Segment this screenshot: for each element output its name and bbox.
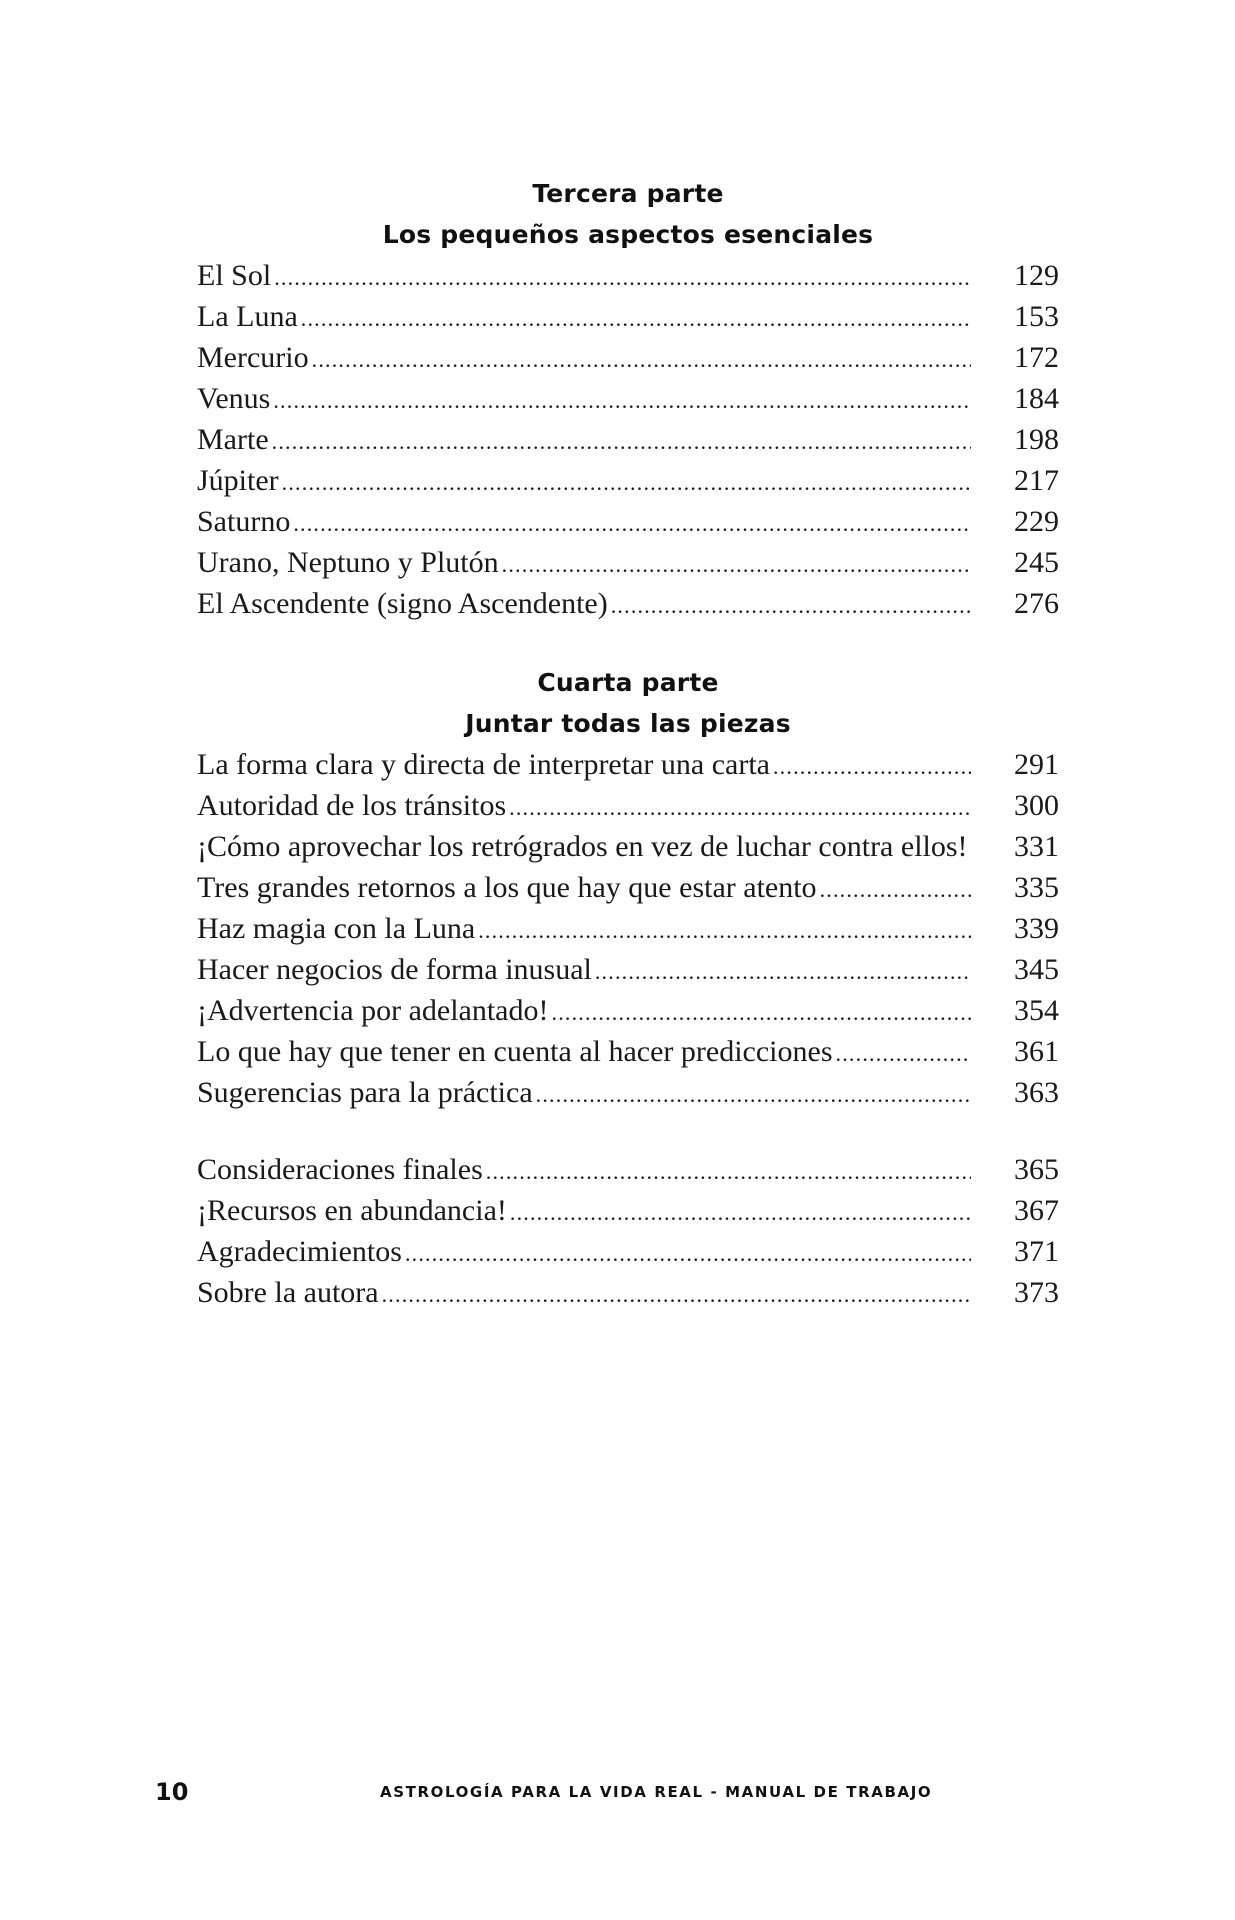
toc-entry-title: Sugerencias para la práctica [197, 1076, 533, 1109]
toc-entry-page: 363 [1014, 1076, 1059, 1109]
toc-entry-page: 361 [1014, 1035, 1059, 1068]
page-number: 10 [155, 1778, 189, 1806]
toc-entry [197, 1149, 1059, 1190]
toc-entry-page: 354 [1014, 994, 1059, 1027]
toc-entry-title: Consideraciones finales [197, 1153, 483, 1186]
toc-entry-title: Saturno [197, 505, 291, 538]
toc-entry-page: 129 [1014, 259, 1059, 292]
toc-list [197, 255, 1059, 624]
toc-entry-page: 198 [1014, 423, 1059, 456]
page-footer [0, 1772, 1235, 1812]
toc-entry-title: Autoridad de los tránsitos [197, 789, 507, 822]
dot-leader [272, 421, 971, 462]
toc-section-back-matter [197, 1149, 1059, 1313]
toc-entry [197, 908, 1059, 949]
dot-leader [293, 503, 971, 544]
toc-entry-title: Júpiter [197, 464, 279, 497]
toc-entry-title: El Sol [197, 259, 272, 292]
toc-entry-title: ¡Advertencia por adelantado! [197, 994, 549, 1027]
toc-entry-title: La forma clara y directa de interpretar una carta [197, 748, 770, 781]
toc-entry-title: Sobre la autora [197, 1276, 379, 1309]
toc-entry [197, 990, 1059, 1031]
section-heading: Cuarta parte [537, 668, 719, 697]
toc-entry-title: Mercurio [197, 341, 309, 374]
toc-list [197, 1149, 1059, 1313]
toc-entry [197, 296, 1059, 337]
dot-leader [552, 992, 972, 1033]
toc-list [197, 744, 1059, 1113]
toc-entry [197, 542, 1059, 583]
toc-entry [197, 583, 1059, 624]
toc-entry-page: 371 [1014, 1235, 1059, 1268]
toc-entry [197, 255, 1059, 296]
dot-leader [274, 257, 971, 298]
toc-entry [197, 460, 1059, 501]
toc-entry [197, 1072, 1059, 1113]
section-subheading: Juntar todas las piezas [465, 709, 791, 738]
toc-entry-page: 345 [1014, 953, 1059, 986]
dot-leader [536, 1074, 971, 1115]
dot-leader [312, 339, 971, 380]
toc-entry-page: 276 [1014, 587, 1059, 620]
toc-entry [197, 744, 1059, 785]
toc-entry [197, 378, 1059, 419]
section-subheading: Los pequeños aspectos esenciales [382, 220, 874, 249]
dot-leader [836, 1033, 971, 1074]
dot-leader [382, 1274, 971, 1315]
toc-entry-title: Hacer negocios de forma inusual [197, 953, 592, 986]
toc-entry-page: 245 [1014, 546, 1059, 579]
toc-entry [197, 826, 1059, 867]
dot-leader [820, 869, 971, 910]
dot-leader [509, 787, 971, 828]
toc-entry-page: 153 [1014, 300, 1059, 333]
toc-entry-title: Venus [197, 382, 271, 415]
dot-leader [611, 585, 971, 626]
toc-entry-page: 300 [1014, 789, 1059, 822]
toc-entry-page: 184 [1014, 382, 1059, 415]
toc-entry-page: 373 [1014, 1276, 1059, 1309]
dot-leader [301, 298, 971, 339]
dot-leader [502, 544, 971, 585]
toc-entry-title: Urano, Neptuno y Plutón [197, 546, 499, 579]
dot-leader [405, 1233, 971, 1274]
toc-entry [197, 337, 1059, 378]
toc-entry-title: Marte [197, 423, 269, 456]
toc-entry-page: 335 [1014, 871, 1059, 904]
section-heading: Tercera parte [532, 179, 724, 208]
toc-entry [197, 501, 1059, 542]
toc-entry-page: 339 [1014, 912, 1059, 945]
toc-section-cuarta-parte [197, 662, 1059, 1113]
dot-leader [595, 951, 971, 992]
dot-leader [486, 1151, 971, 1192]
toc-entry [197, 1272, 1059, 1313]
toc-entry [197, 1190, 1059, 1231]
toc-entry-title: Agradecimientos [197, 1235, 402, 1268]
toc-entry [197, 867, 1059, 908]
dot-leader [510, 1192, 971, 1233]
running-title: ASTROLOGÍA PARA LA VIDA REAL - MANUAL DE TRABAJO [380, 1783, 933, 1801]
toc-section-tercera-parte [197, 173, 1059, 624]
dot-leader [773, 746, 971, 787]
toc-entry-page: 217 [1014, 464, 1059, 497]
toc-entry [197, 419, 1059, 460]
dot-leader [273, 380, 971, 421]
toc-entry-title: Haz magia con la Luna [197, 912, 476, 945]
toc-entry-title: La Luna [197, 300, 298, 333]
toc-entry [197, 949, 1059, 990]
toc-entry-title: ¡Recursos en abundancia! [197, 1194, 507, 1227]
toc-entry-page: 367 [1014, 1194, 1059, 1227]
toc-entry-title: El Ascendente (signo Ascendente) [197, 587, 608, 620]
toc-entry-page: 291 [1014, 748, 1059, 781]
toc-entry [197, 785, 1059, 826]
toc-entry-title: Tres grandes retornos a los que hay que estar atento [197, 871, 817, 904]
toc-entry-page: 331 [1014, 830, 1059, 863]
toc-entry-title: ¡Cómo aprovechar los retrógrados en vez de luchar contra ellos! [197, 830, 968, 863]
toc-entry [197, 1031, 1059, 1072]
toc-entry-page: 172 [1014, 341, 1059, 374]
toc-entry-page: 365 [1014, 1153, 1059, 1186]
dot-leader [282, 462, 971, 503]
toc-entry-title: Lo que hay que tener en cuenta al hacer predicciones [197, 1035, 833, 1068]
toc-entry [197, 1231, 1059, 1272]
toc-entry-page: 229 [1014, 505, 1059, 538]
dot-leader [478, 910, 971, 951]
